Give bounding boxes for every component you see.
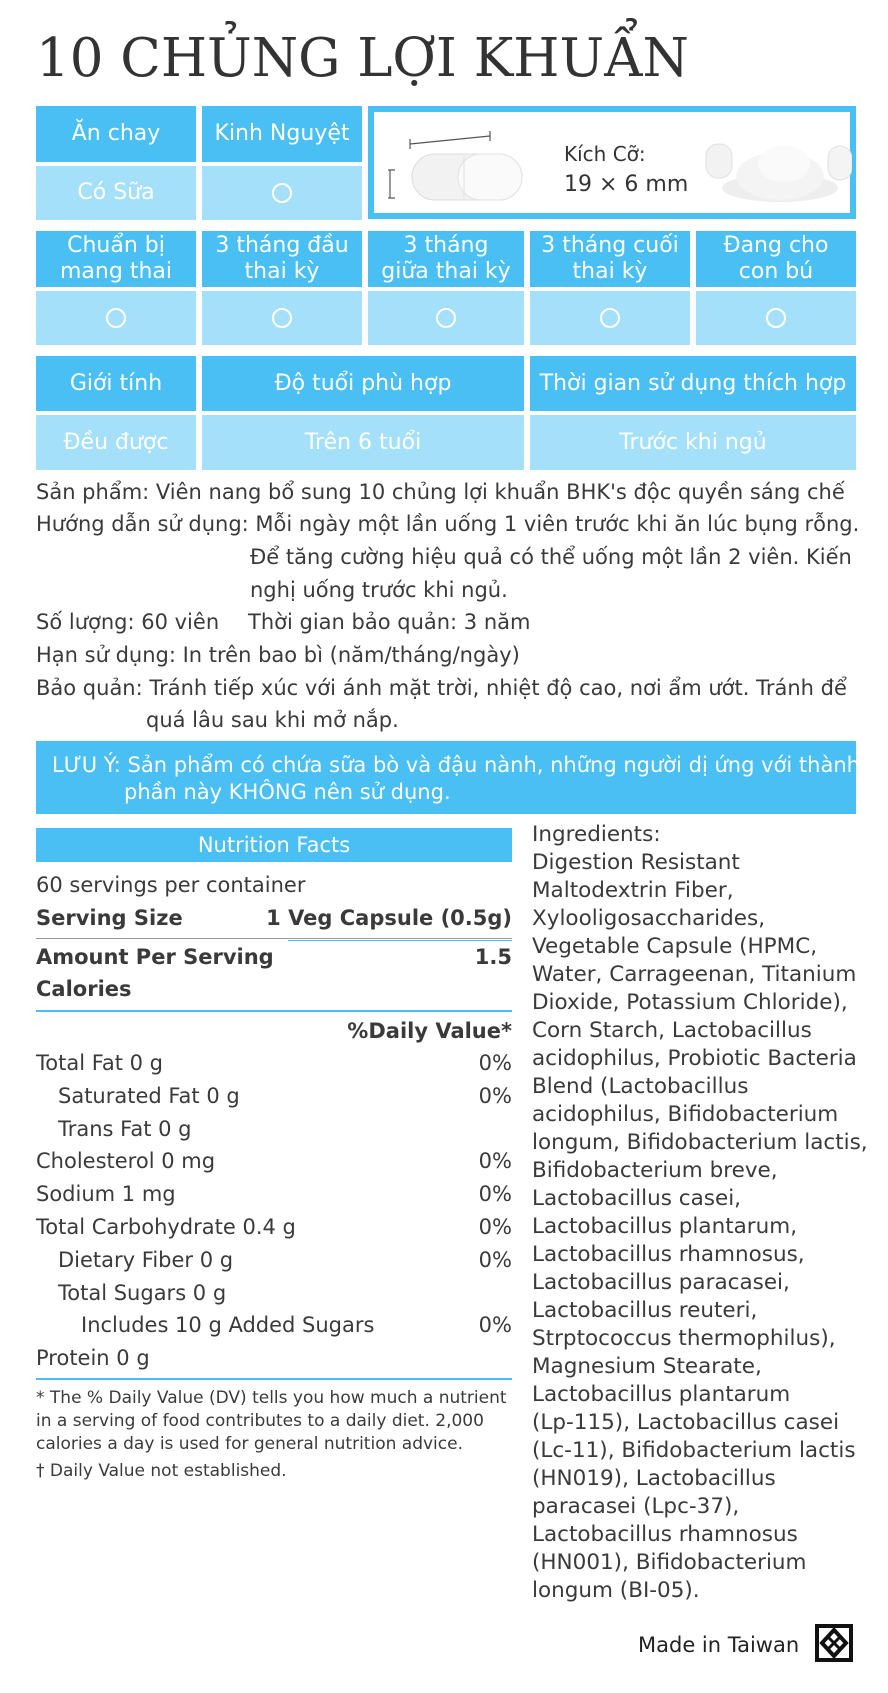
daily-value-header: %Daily Value* <box>347 1019 512 1043</box>
check-circle-icon <box>272 308 292 328</box>
divider <box>36 1010 512 1012</box>
nutrition-facts-header: Nutrition Facts <box>36 828 512 862</box>
pregnancy-header-second: 3 tháng giữa thai kỳ <box>368 231 524 287</box>
pregnancy-value-breastfeeding <box>696 291 856 345</box>
menstruation-header: Kinh Nguyệt <box>202 106 362 162</box>
check-circle-icon <box>272 183 292 203</box>
serving-size-row <box>36 906 512 930</box>
allergy-notice <box>36 741 860 814</box>
pregnancy-header-preparing: Chuẩn bị mang thai <box>36 231 196 287</box>
divider <box>36 938 512 939</box>
serving-size-value: 1 Veg Capsule (0.5g) <box>266 906 512 930</box>
divider <box>288 940 512 941</box>
nutrient-row: Includes 10 g Added Sugars 0% <box>81 1313 512 1337</box>
pregnancy-value-first <box>202 291 362 345</box>
nutrient-row: Saturated Fat 0 g 0% <box>58 1084 512 1108</box>
vegan-header: Ăn chay <box>36 106 196 162</box>
time-header: Thời gian sử dụng thích hợp <box>530 356 856 411</box>
servings-per-container: 60 servings per container <box>36 873 306 897</box>
size-value: 19 × 6 mm <box>564 172 689 197</box>
nutrient-row: Trans Fat 0 g <box>58 1117 192 1141</box>
nutrient-row: Sodium 1 mg 0% <box>36 1182 512 1206</box>
pregnancy-header-breastfeeding: Đang cho con bú <box>696 231 856 287</box>
storage-line-2: quá lâu sau khi mở nắp. <box>146 708 399 732</box>
expiry-line: Hạn sử dụng: In trên bao bì (năm/tháng/ngày) <box>36 643 520 667</box>
nutrient-row: Total Carbohydrate 0.4 g 0% <box>36 1215 512 1239</box>
powder-icon <box>702 126 852 206</box>
notice-line-2: phần này KHÔNG nên sử dụng. <box>124 780 451 804</box>
nutrient-row: Total Sugars 0 g <box>58 1281 227 1305</box>
pregnancy-header-third: 3 tháng cuối thai kỳ <box>530 231 690 287</box>
usage-line-3: nghị uống trước khi ngủ. <box>250 578 508 602</box>
recycle-icon <box>814 1623 854 1663</box>
size-label: Kích Cỡ: <box>564 142 646 166</box>
ingredients-list: Ingredients: Digestion Resistant Maltodextrin Fiber, Xylooligosaccharides, Vegetable Capsule (HPMC, Water, Carrageenan, Titanium Dioxide, Potassium Chloride), Corn Starch, Lactobacillus acidophilus, Probiotic Bacteria Blend (Lactobacillus acidophilus, Bifidobacterium longum, Bifidobacterium lactis, Bifidobacterium breve, Lactobacillus casei, Lactobacillus plantarum, Lactobacillus rhamnosus, Lactobacillus paracasei, Lactobacillus reuteri, Strptococcus thermophilus), Magnesium Stearate, Lactobacillus plantarum (Lp-115), Lactobacillus casei (Lc-11), Bifidobacterium lactis (HN019), Lactobacillus paracasei (Lpc-37), Lactobacillus rhamnosus (HN001), Bifidobacterium longum (BI-05). <box>532 822 868 1603</box>
pregnancy-header-first: 3 tháng đầu thai kỳ <box>202 231 362 287</box>
nutrient-row: Protein 0 g <box>36 1346 150 1370</box>
calories-value: 1.5 <box>474 945 512 969</box>
gender-value: Đều được <box>36 415 196 470</box>
check-circle-icon <box>436 308 456 328</box>
quantity-line: Số lượng: 60 viên <box>36 610 220 634</box>
pregnancy-value-second <box>368 291 524 345</box>
amount-per-serving-row <box>36 945 512 969</box>
check-circle-icon <box>600 308 620 328</box>
pregnancy-value-preparing <box>36 291 196 345</box>
time-value: Trước khi ngủ <box>530 415 856 470</box>
notice-line-1: LƯU Ý: Sản phẩm có chứa sữa bò và đậu nành, những người dị ứng với thành <box>52 753 860 777</box>
capsule-size-box <box>368 106 856 219</box>
nutrient-row: Total Fat 0 g 0% <box>36 1051 512 1075</box>
amount-per-serving-label: Amount Per Serving <box>36 945 274 969</box>
storage-line-1: Bảo quản: Tránh tiếp xúc với ánh mặt trời, nhiệt độ cao, nơi ẩm ướt. Tránh để <box>36 676 847 700</box>
check-circle-icon <box>106 308 126 328</box>
check-circle-icon <box>766 308 786 328</box>
shelf-life-line: Thời gian bảo quản: 3 năm <box>248 610 531 634</box>
usage-line-2: Để tăng cường hiệu quả có thể uống một lần 2 viên. Kiến <box>250 545 852 569</box>
usage-line-1: Hướng dẫn sử dụng: Mỗi ngày một lần uống 1 viên trước khi ăn lúc bụng rỗng. <box>36 512 860 536</box>
daily-value-not-established: † Daily Value not established. <box>36 1461 287 1481</box>
product-line: Sản phẩm: Viên nang bổ sung 10 chủng lợi khuẩn BHK's độc quyền sáng chế <box>36 480 845 504</box>
pregnancy-value-third <box>530 291 690 345</box>
nutrient-row: Dietary Fiber 0 g 0% <box>58 1248 512 1272</box>
calories-label: Calories <box>36 977 132 1001</box>
nutrient-row: Cholesterol 0 mg 0% <box>36 1149 512 1173</box>
dairy-cell: Có Sữa <box>36 166 196 220</box>
menstruation-value <box>202 166 362 220</box>
made-in-taiwan: Made in Taiwan <box>638 1633 800 1657</box>
age-value: Trên 6 tuổi <box>202 415 524 470</box>
daily-value-footnote: * The % Daily Value (DV) tells you how much a nutrient in a serving of food contributes to a daily diet. 2,000 calories a day is used for general nutrition advice. <box>36 1388 507 1454</box>
capsule-icon <box>388 120 538 212</box>
gender-header: Giới tính <box>36 356 196 411</box>
age-header: Độ tuổi phù hợp <box>202 356 524 411</box>
page-title: 10 CHỦNG LỢI KHUẨN <box>36 28 689 89</box>
serving-size-label: Serving Size <box>36 906 183 930</box>
divider <box>36 1378 512 1380</box>
